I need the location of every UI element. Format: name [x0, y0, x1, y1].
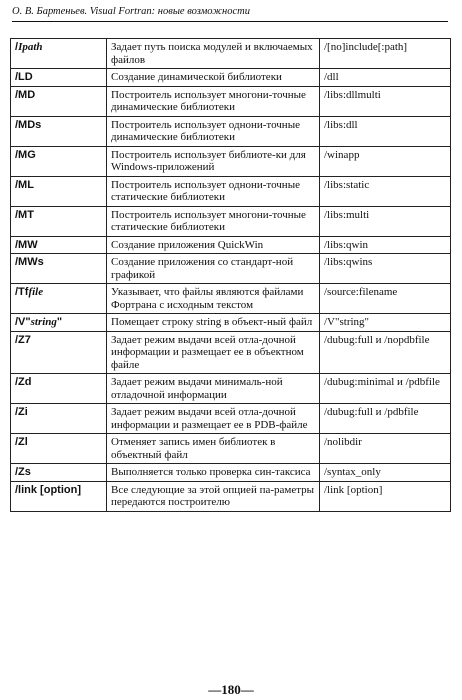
equivalent-cell: /dubug:full и /nopdbfile — [320, 331, 451, 374]
option-cell — [11, 314, 107, 332]
equivalent-cell: /V"string" — [320, 314, 451, 332]
option-prefix: /link [option] — [15, 483, 81, 496]
option-prefix: /Zd — [15, 376, 32, 388]
option-prefix: /Tf — [15, 286, 29, 298]
option-cell — [11, 69, 107, 87]
description-cell: Задает режим выдачи минималь-ной отладочной информации — [107, 374, 320, 404]
header-rule — [12, 21, 448, 22]
equivalent-cell: /dubug:minimal и /pdbfile — [320, 374, 451, 404]
description-cell: Выполняется только проверка син-таксиса — [107, 464, 320, 482]
option-cell — [11, 176, 107, 206]
equivalent-cell: /winapp — [320, 146, 451, 176]
table-row — [11, 404, 451, 434]
option-cell — [11, 284, 107, 314]
table-row — [11, 374, 451, 404]
description-cell: Помещает строку string в объект-ный файл — [107, 314, 320, 332]
table-row — [11, 481, 451, 511]
option-suffix: " — [56, 316, 63, 328]
description-cell: Задает режим выдачи всей отла-дочной информации и размещает ее в объектном файле — [107, 331, 320, 374]
equivalent-cell: /libs:dll — [320, 116, 451, 146]
option-italic: file — [28, 286, 44, 298]
option-prefix: /MG — [15, 148, 36, 161]
equivalent-cell: /source:filename — [320, 284, 451, 314]
table-row — [11, 39, 451, 69]
equivalent-cell: /libs:qwins — [320, 254, 451, 284]
table-row — [11, 146, 451, 176]
option-cell — [11, 146, 107, 176]
option-prefix: /MDs — [15, 118, 42, 131]
option-cell — [11, 374, 107, 404]
description-cell: Построитель использует многони-точные статические библиотеки — [107, 206, 320, 236]
option-prefix: /MT — [15, 208, 34, 221]
option-prefix: /Zi — [15, 406, 28, 418]
equivalent-cell: /libs:multi — [320, 206, 451, 236]
running-header: О. В. Бартеньев. Visual Fortran: новые возможности — [12, 6, 250, 17]
description-cell: Создание приложения QuickWin — [107, 236, 320, 254]
equivalent-cell: /libs:dllmulti — [320, 86, 451, 116]
equivalent-cell: /nolibdir — [320, 434, 451, 464]
table-row — [11, 314, 451, 332]
option-cell — [11, 331, 107, 374]
description-cell: Построитель использует многони-точные динамические библиотеки — [107, 86, 320, 116]
option-prefix: / — [15, 41, 19, 53]
option-prefix: /ML — [15, 178, 34, 191]
table-row — [11, 86, 451, 116]
description-cell: Построитель использует однони-точные динамические библиотеки — [107, 116, 320, 146]
option-cell — [11, 236, 107, 254]
option-cell — [11, 254, 107, 284]
option-cell — [11, 464, 107, 482]
table-row — [11, 236, 451, 254]
option-prefix: /MWs — [15, 256, 44, 268]
option-cell — [11, 481, 107, 511]
option-italic: Ipath — [18, 41, 43, 53]
table-row — [11, 206, 451, 236]
equivalent-cell: /[no]include[:path] — [320, 39, 451, 69]
description-cell: Указывает, что файлы являются файлами Фортрана с исходным текстом — [107, 284, 320, 314]
table-row — [11, 69, 451, 87]
description-cell: Все следующие за этой опцией па-раметры передаются построителю — [107, 481, 320, 511]
table-row — [11, 331, 451, 374]
option-cell — [11, 86, 107, 116]
option-prefix: /MD — [15, 88, 36, 101]
option-prefix: /Zs — [15, 466, 31, 478]
equivalent-cell: /libs:static — [320, 176, 451, 206]
equivalent-cell: /dubug:full и /pdbfile — [320, 404, 451, 434]
option-cell — [11, 39, 107, 69]
table-row — [11, 434, 451, 464]
option-prefix: /MW — [15, 238, 38, 251]
option-cell — [11, 434, 107, 464]
description-cell: Создание приложения со стандарт-ной графикой — [107, 254, 320, 284]
option-prefix: /V" — [15, 316, 31, 328]
equivalent-cell: /link [option] — [320, 481, 451, 511]
description-cell: Построитель использует однони-точные статические библиотеки — [107, 176, 320, 206]
option-prefix: /Z7 — [15, 333, 31, 346]
options-table — [10, 38, 451, 512]
table-row — [11, 284, 451, 314]
equivalent-cell: /dll — [320, 69, 451, 87]
equivalent-cell: /libs:qwin — [320, 236, 451, 254]
option-italic: string — [30, 316, 57, 328]
table-row — [11, 176, 451, 206]
description-cell: Отменяет запись имен библиотек в объектный файл — [107, 434, 320, 464]
description-cell: Построитель использует библиоте-ки для Windows-приложений — [107, 146, 320, 176]
description-cell: Создание динамической библиотеки — [107, 69, 320, 87]
table-row — [11, 464, 451, 482]
description-cell: Задает путь поиска модулей и включаемых файлов — [107, 39, 320, 69]
equivalent-cell: /syntax_only — [320, 464, 451, 482]
page-number: —180— — [208, 682, 254, 697]
description-cell: Задает режим выдачи всей отла-дочной информации и размещает ее в PDB-файле — [107, 404, 320, 434]
table-row — [11, 116, 451, 146]
option-prefix: /Zl — [15, 436, 28, 448]
option-cell — [11, 404, 107, 434]
option-prefix: /LD — [15, 71, 33, 83]
option-cell — [11, 116, 107, 146]
table-row — [11, 254, 451, 284]
option-cell — [11, 206, 107, 236]
